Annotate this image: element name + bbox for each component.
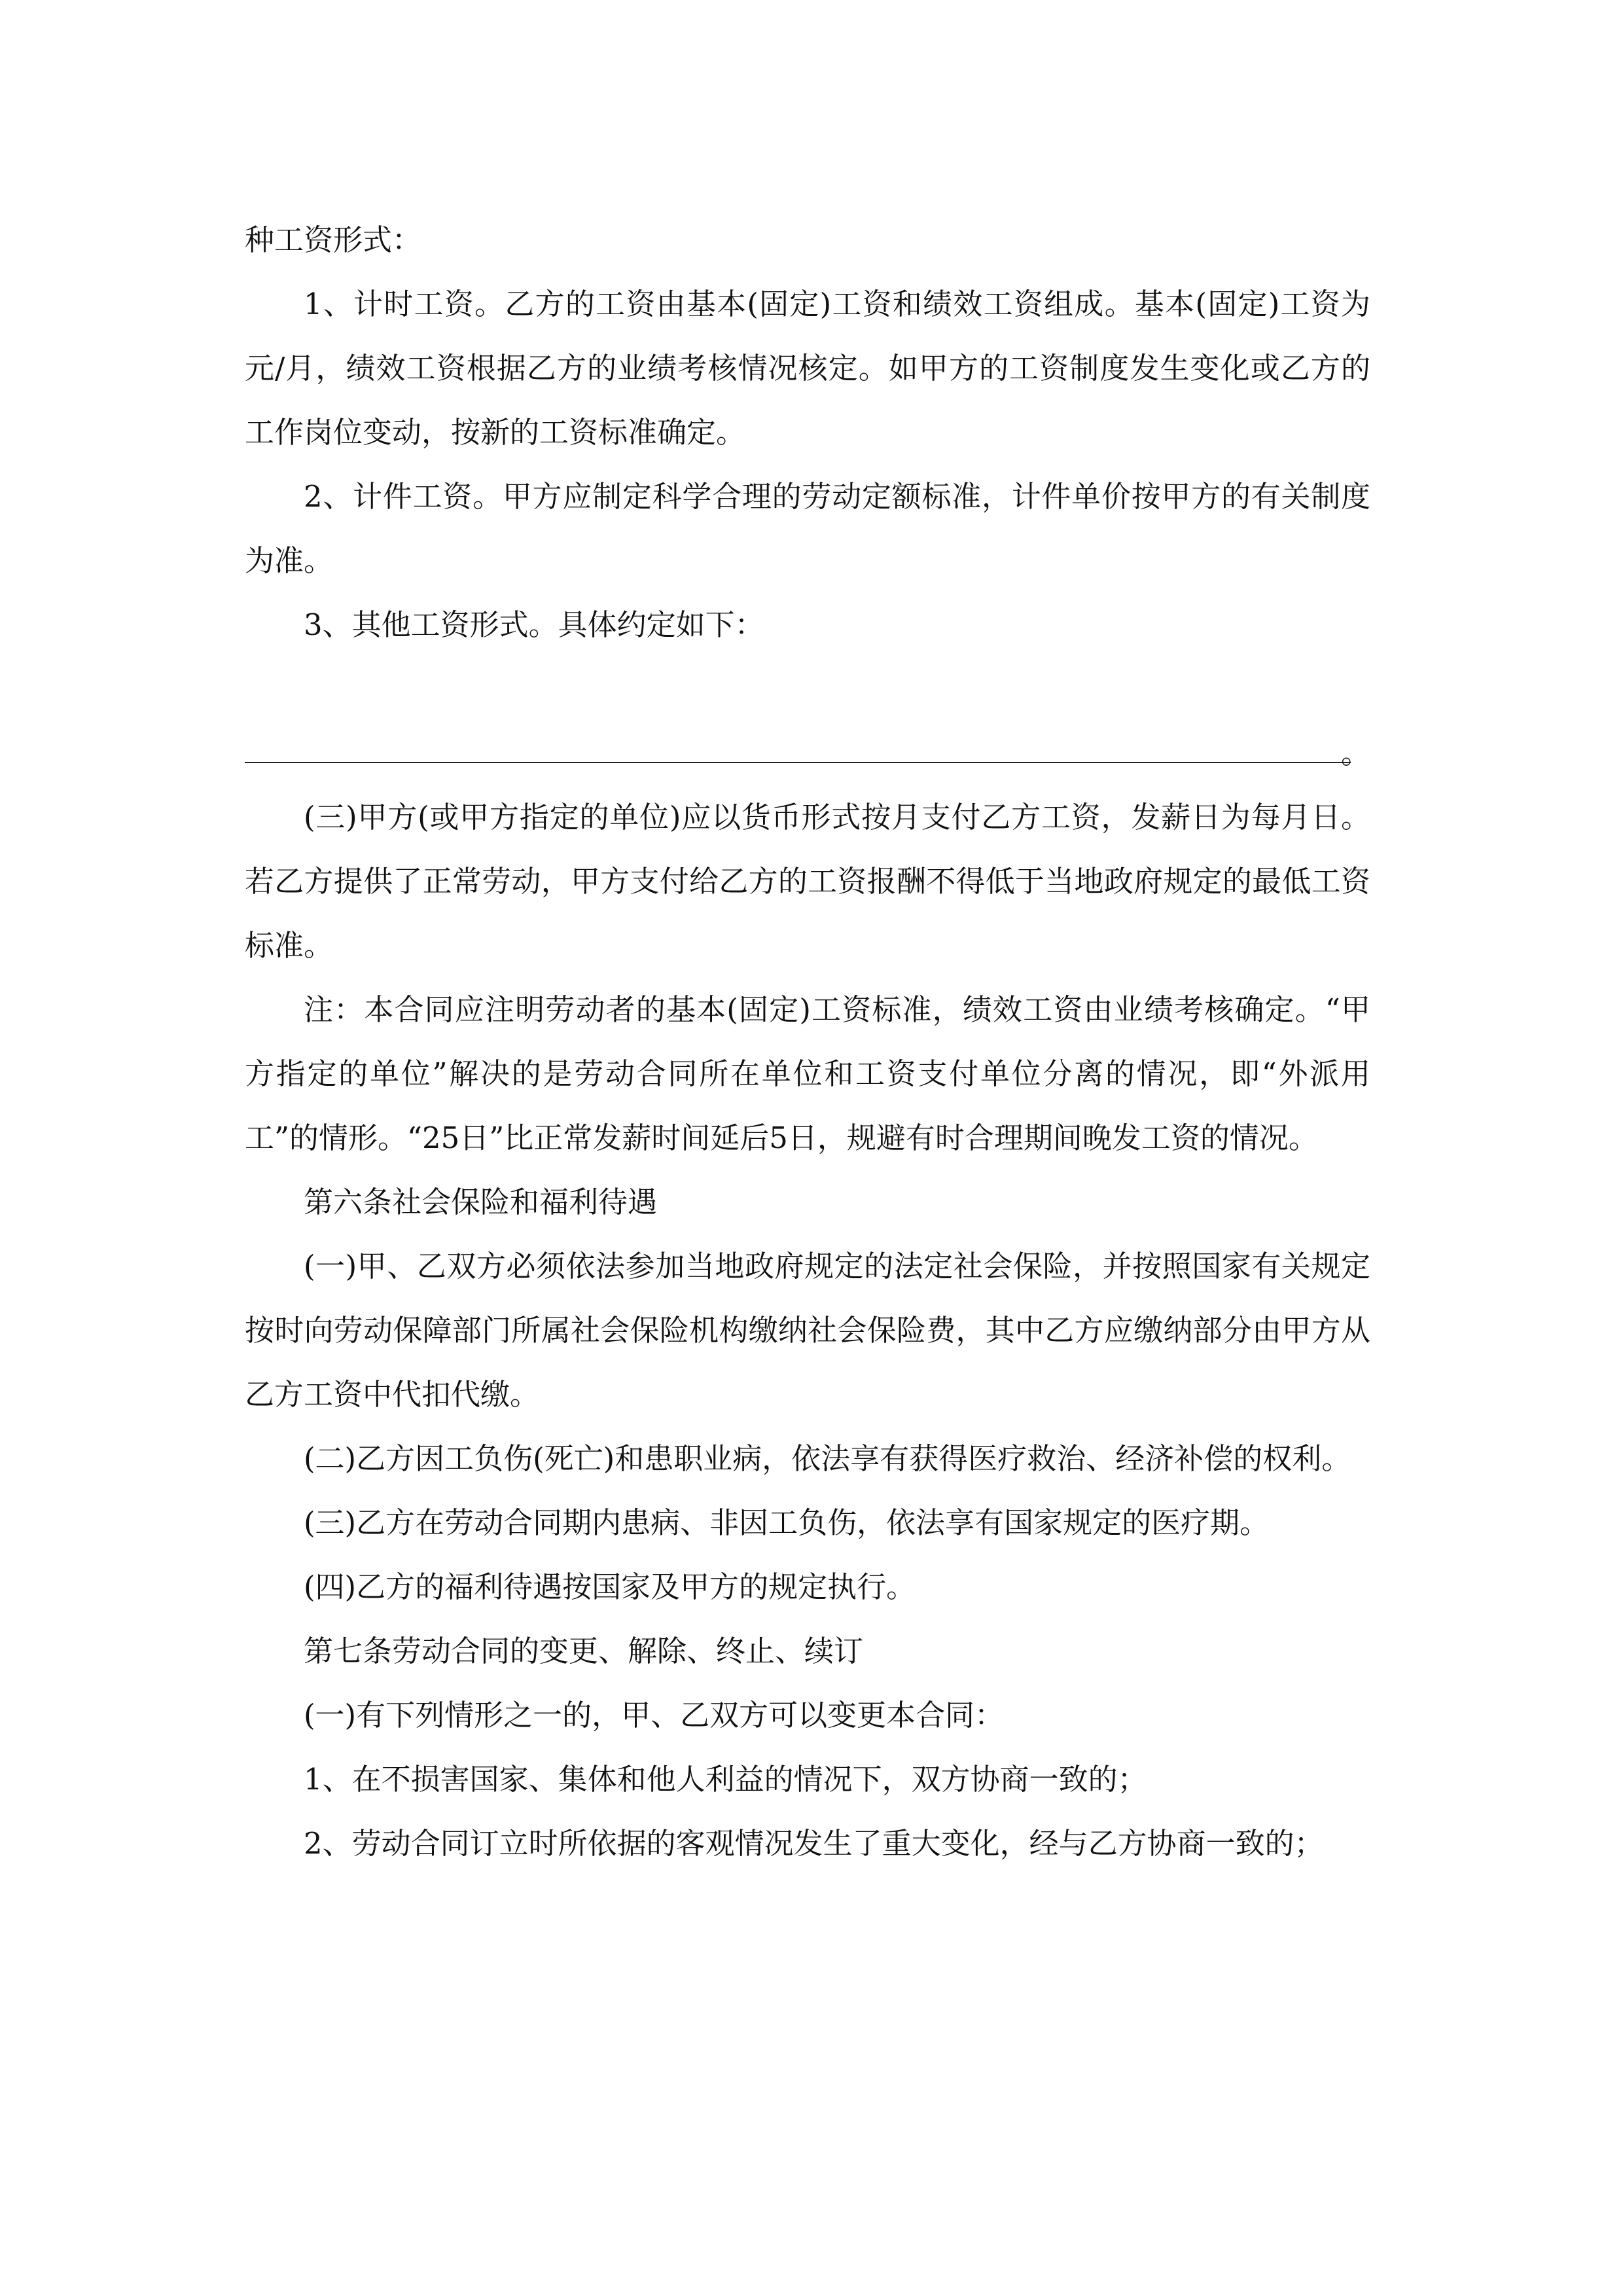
paragraph-condition-1: 1、在不损害国家、集体和他人利益的情况下，双方协商一致的； bbox=[304, 1762, 1147, 1797]
heading-article-6: 第六条社会保险和福利待遇 bbox=[304, 1185, 658, 1219]
paragraph-medical-period: (三)乙方在劳动合同期内患病、非因工负伤，依法享有国家规定的医疗期。 bbox=[304, 1505, 1270, 1540]
paragraph-payday: (三)甲方(或甲方指定的单位)应以货币形式按月支付乙方工资，发薪日为每月日。若乙方提供了正常劳动，甲方支付给乙方的工资报酬不得低于当地政府规定的最低工资标准。 bbox=[245, 800, 1370, 963]
paragraph-note: 注：本合同应注明劳动者的基本(固定)工资标准，绩效工资由业绩考核确定。“甲方指定的单位”解决的是劳动合同所在单位和工资支付单位分离的情况，即“外派用工”的情形。“25日”比正常发薪时间延后5日，规避有时合理期间晚发工资的情况。 bbox=[245, 992, 1370, 1155]
fill-in-period: 。 bbox=[1340, 736, 1370, 770]
paragraph-social-insurance: (一)甲、乙双方必须依法参加当地政府规定的法定社会保险，并按照国家有关规定按时向劳动保障部门所属社会保险机构缴纳社会保险费，其中乙方应缴纳部分由甲方从乙方工资中代扣代缴。 bbox=[245, 1249, 1370, 1412]
document-body bbox=[245, 208, 1370, 1876]
paragraph-hourly-wage: 1、计时工资。乙方的工资由基本(固定)工资和绩效工资组成。基本(固定)工资为元/月，绩效工资根据乙方的业绩考核情况核定。如甲方的工资制度发生变化或乙方的工作岗位变动，按新的工资标准确定。 bbox=[245, 287, 1370, 450]
paragraph-welfare: (四)乙方的福利待遇按国家及甲方的规定执行。 bbox=[304, 1570, 916, 1604]
paragraph-change-conditions: (一)有下列情形之一的，甲、乙双方可以变更本合同： bbox=[304, 1698, 1005, 1732]
paragraph-other-wage: 3、其他工资形式。具体约定如下： bbox=[304, 607, 764, 642]
paragraph-piece-wage: 2、计件工资。甲方应制定科学合理的劳动定额标准，计件单价按甲方的有关制度为准。 bbox=[245, 479, 1370, 578]
heading-article-7: 第七条劳动合同的变更、解除、终止、续订 bbox=[304, 1634, 864, 1668]
paragraph-wage-forms-intro: 种工资形式： bbox=[245, 223, 422, 257]
paragraph-work-injury: (二)乙方因工负伤(死亡)和患职业病，依法享有获得医疗救治、经济补偿的权利。 bbox=[304, 1441, 1351, 1476]
paragraph-condition-2: 2、劳动合同订立时所依据的客观情况发生了重大变化，经与乙方协商一致的； bbox=[304, 1826, 1324, 1861]
fill-in-row bbox=[245, 721, 1370, 785]
fill-in-underline bbox=[245, 762, 1351, 763]
blank-space bbox=[245, 657, 1370, 721]
